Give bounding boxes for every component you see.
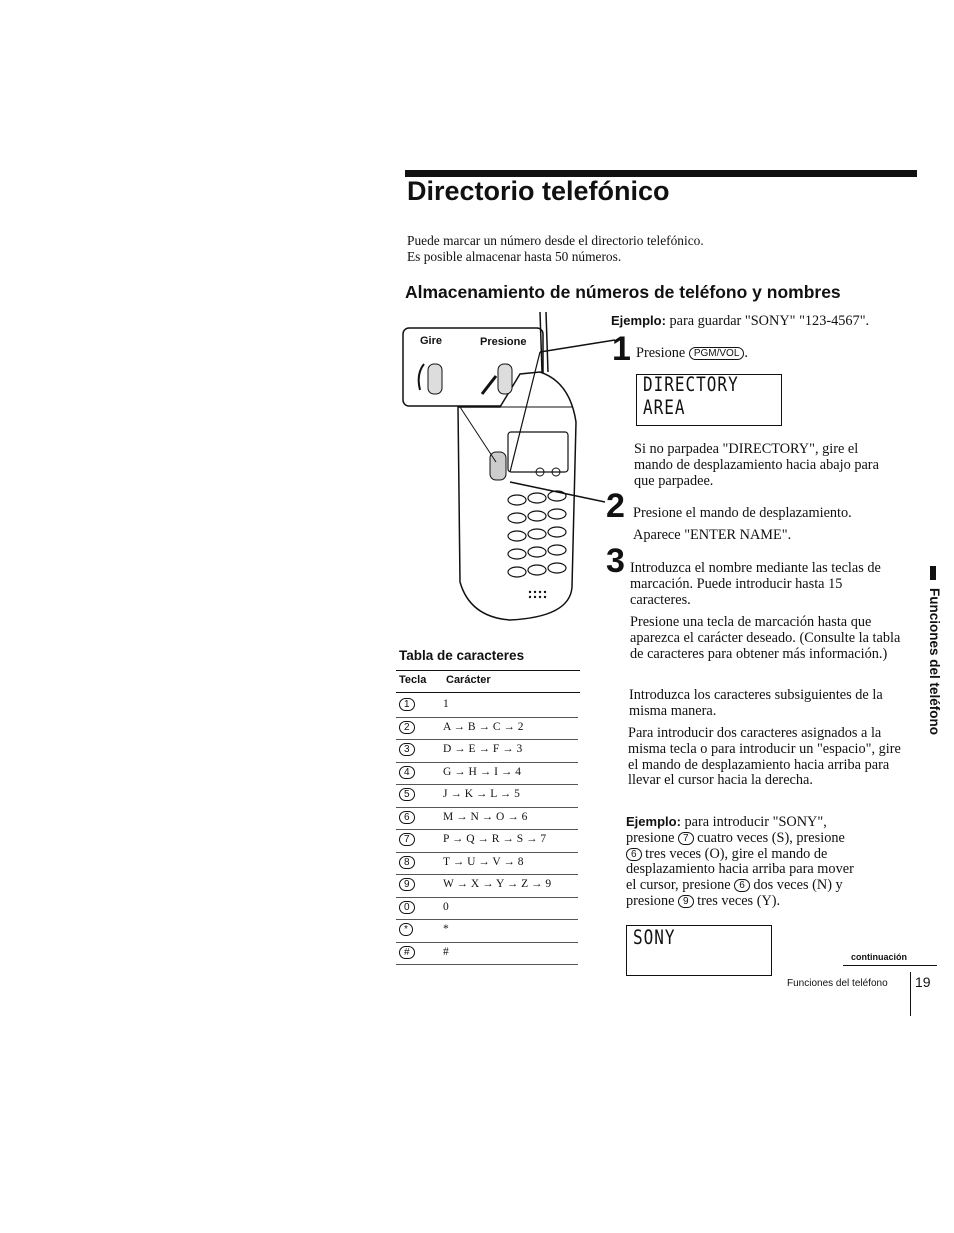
table-row <box>396 762 578 786</box>
table-cell-chars: G → H → I → 4 <box>443 765 521 778</box>
step-3-example-c: cuatro veces (S), presione <box>697 829 845 846</box>
key-6-icon: 6 <box>734 879 750 892</box>
side-tab-marker <box>930 566 936 580</box>
section-title: Almacenamiento de números de teléfono y nombres <box>405 282 841 302</box>
intro-text <box>407 233 827 265</box>
col-char-header: Carácter <box>446 674 491 686</box>
continued-rule <box>843 965 937 966</box>
step-3-example-e: desplazamiento hacia arriba para mover <box>626 861 854 878</box>
lcd-directory-display <box>636 374 782 426</box>
table-cell-chars: P → Q → R → S → 7 <box>443 833 547 845</box>
step-3-para-4: Para introducir dos caracteres asignados a la misma tecla o para introducir un "espacio", gire el mando de desplazamiento hacia arriba para llevar el cursor hacia la derecha. <box>628 725 901 789</box>
page-title: Directorio telefónico <box>407 176 670 206</box>
table-header <box>399 674 579 686</box>
table-cell-chars: D → E → F → 3 <box>443 743 523 755</box>
table-row <box>396 807 578 831</box>
dial-key-icon: 2 <box>399 721 415 734</box>
dial-key-icon: 6 <box>399 811 415 824</box>
table-row <box>396 852 578 876</box>
step-3-para-3: Introduzca los caracteres subsiguientes de la misma manera. <box>629 687 883 719</box>
side-tab <box>926 588 942 788</box>
dial-key-icon: 7 <box>399 833 415 846</box>
key-7-icon: 7 <box>678 832 694 845</box>
table-row <box>396 717 578 741</box>
dial-key-icon: 8 <box>399 856 415 869</box>
dial-key-icon: 9 <box>399 878 415 891</box>
table-row <box>396 694 578 718</box>
table-cell-chars: M → N → O → 6 <box>443 810 528 823</box>
label-turn: Gire <box>420 335 443 347</box>
table-cell-chars: 0 <box>443 900 449 913</box>
step-3-example-f: el cursor, presione <box>626 877 731 894</box>
key-9-icon: 9 <box>678 895 694 908</box>
dial-key-icon: 4 <box>399 766 415 779</box>
lcd-sony-text: SONY <box>633 926 676 949</box>
phone-drawing-icon <box>400 312 615 632</box>
step-1-prefix: Presione <box>636 345 686 361</box>
page-number: 19 <box>915 974 931 990</box>
step-3-example-label: Ejemplo: <box>626 814 681 829</box>
step-2-number: 2 <box>606 487 625 525</box>
key-6-icon: 6 <box>626 848 642 861</box>
table-row <box>396 739 578 763</box>
pgm-vol-key: PGM/VOL <box>689 347 745 360</box>
step-1-text <box>636 346 748 362</box>
intro-line-2: Es posible almacenar hasta 50 números. <box>407 249 622 264</box>
step-3-number: 3 <box>606 542 625 580</box>
dial-key-icon: 1 <box>399 698 415 711</box>
step-3-example-g: dos veces (N) y <box>753 877 843 894</box>
table-row <box>396 784 578 808</box>
table-title: Tabla de caracteres <box>399 648 525 663</box>
table-row <box>396 897 578 921</box>
step-3-example-i: tres veces (Y). <box>697 892 781 909</box>
table-row <box>396 919 578 943</box>
step-3-example <box>626 814 916 910</box>
step-3-example-h: presione <box>626 892 675 909</box>
col-key-header: Tecla <box>399 674 427 686</box>
lcd-directory-text: DIRECTORY AREA <box>643 373 739 419</box>
example-text: para guardar "SONY" "123-4567". <box>669 313 870 329</box>
table-cell-chars: A → B → C → 2 <box>443 720 524 733</box>
dial-key-icon: # <box>399 946 415 959</box>
dial-key-icon: 0 <box>399 901 415 914</box>
dial-key-icon: * <box>399 923 413 936</box>
label-press: Presione <box>480 336 527 348</box>
example-line <box>611 313 869 330</box>
table-cell-chars: # <box>443 945 449 958</box>
intro-line-1: Puede marcar un número desde el directorio telefónico. <box>407 233 704 248</box>
example-label: Ejemplo: <box>611 313 666 328</box>
table-cell-chars: * <box>443 923 449 935</box>
step-1-suffix: . <box>744 345 748 361</box>
table-cell-chars: W → X → Y → Z → 9 <box>443 878 552 890</box>
step-3-para-1: Introduzca el nombre mediante las teclas de marcación. Puede introducir hasta 15 caracteres. <box>630 560 881 608</box>
table-row <box>396 829 578 853</box>
step-3-example-b: presione <box>626 829 675 846</box>
step-2-line-2: Aparece "ENTER NAME". <box>633 527 792 543</box>
table-row <box>396 942 578 966</box>
step-1-note: Si no parpadea "DIRECTORY", gire el mando de desplazamiento hacia abajo para que parpadee. <box>634 441 879 489</box>
footer-section: Funciones del teléfono <box>787 978 888 989</box>
footer-divider <box>910 972 911 1016</box>
table-header-rule <box>396 692 580 693</box>
dial-key-icon: 3 <box>399 743 415 756</box>
step-2-line-1: Presione el mando de desplazamiento. <box>633 505 852 521</box>
dial-key-icon: 5 <box>399 788 415 801</box>
step-3-example-d: tres veces (O), gire el mando de <box>645 845 828 862</box>
table-cell-chars: J → K → L → 5 <box>443 788 520 800</box>
side-tab-label: Funciones del teléfono <box>927 588 942 736</box>
table-title-rule <box>396 670 580 671</box>
continued-label: continuación <box>851 952 907 962</box>
table-row <box>396 874 578 898</box>
step-1-number: 1 <box>612 330 631 368</box>
table-cell-chars: T → U → V → 8 <box>443 855 524 868</box>
step-3-para-2: Presione una tecla de marcación hasta que aparezca el carácter deseado. (Consulte la tabla de caracteres para obtener más información.) <box>630 614 901 662</box>
phone-illustration <box>400 312 615 632</box>
lcd-sony-display <box>626 925 772 976</box>
table-cell-chars: 1 <box>443 698 449 710</box>
step-3-example-a: para introducir "SONY", <box>684 814 827 830</box>
